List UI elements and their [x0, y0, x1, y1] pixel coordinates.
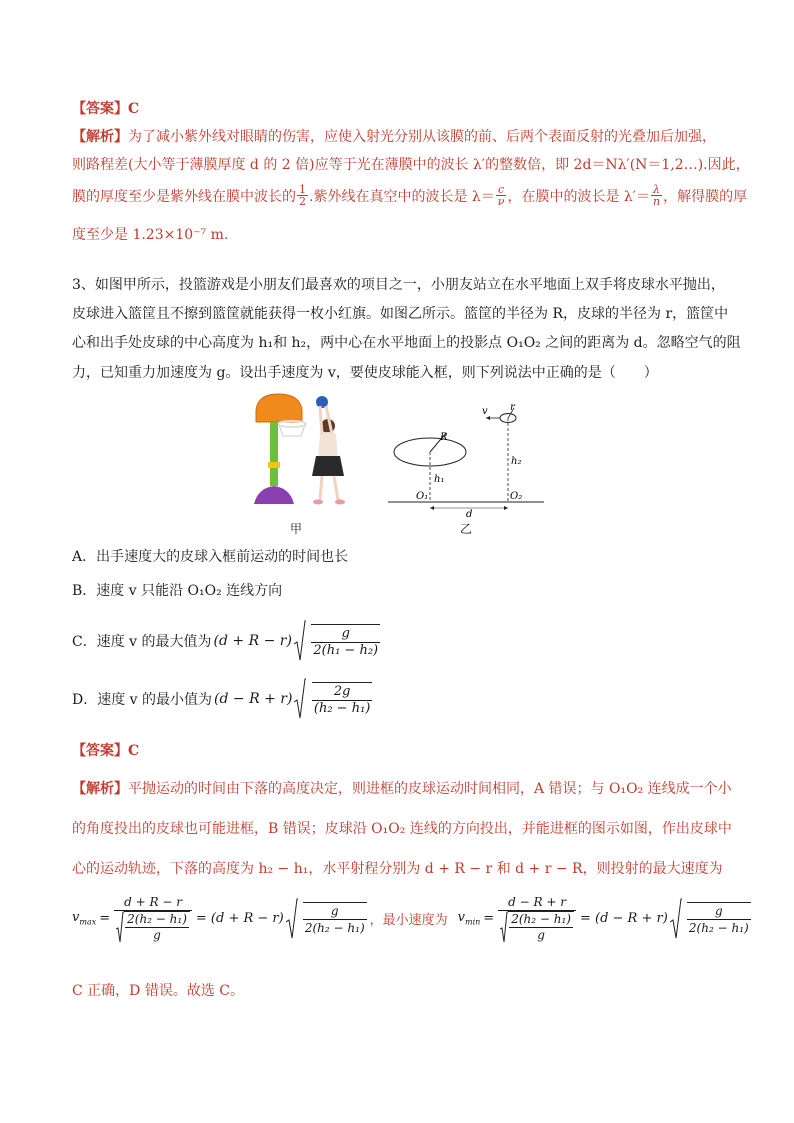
- label-O1: O₁: [416, 491, 429, 502]
- sqrt-sign: [294, 620, 306, 662]
- min-text: ，最小速度为: [369, 913, 448, 928]
- vmin-fraction: $\frac{d - R + r}{\frac{\text{2(h₂ − h₁)}}{g}}$: [498, 894, 576, 943]
- analysis-tag: 【解析】: [72, 129, 128, 145]
- vmax-symbol: $v_{max}$: [72, 910, 97, 927]
- child-top: [318, 432, 338, 458]
- velocity-formulas: [72, 894, 752, 943]
- sqrt-body: [508, 911, 574, 943]
- label-r: r: [510, 402, 515, 413]
- q3-stem-line1: 3、如图甲所示，投篮游戏是小朋友们最喜欢的项目之一，小朋友站立在水平地面上双手将皮球水平抛出，: [72, 277, 725, 293]
- analysis-text: 为了减小紫外线对眼睛的伤害，应使入射光分别从该膜的前、后两个表面反射的光叠加后加强，: [128, 129, 716, 145]
- child-shoe: [313, 500, 323, 505]
- sqrt-expression: [670, 898, 752, 940]
- sqrt-sign: [294, 678, 306, 720]
- analysis-text: ，解得膜的厚: [663, 188, 748, 205]
- answer-tag: 【答案】: [72, 101, 128, 117]
- sqrt-body: [124, 911, 190, 943]
- q2-analysis-line4: 度至少是 1.23×10⁻⁷ m.: [72, 227, 229, 243]
- analysis-text: ，在膜中的波长是 λ′＝: [507, 188, 650, 205]
- q3-analysis-line2: 的角度投出的皮球也可能进框，B 错误；皮球沿 O₁O₂ 连线的方向投出，并能进框的图示如图，作出皮球中: [72, 821, 732, 837]
- figure-jia-label: 甲: [290, 522, 303, 536]
- analysis-text: 膜的厚度至少是紫外线在膜中波长的: [72, 188, 296, 205]
- vmin-symbol: $v_{min}$: [457, 910, 481, 927]
- sqrt-fraction: $\frac{g}{\text{2(h₂ − h₁)}}$: [688, 903, 749, 935]
- option-d: [72, 678, 373, 720]
- label-d: d: [466, 509, 473, 518]
- label-O2: O₂: [510, 491, 523, 502]
- pole-band: [268, 462, 280, 468]
- analysis-tag: 【解析】: [72, 781, 128, 797]
- sqrt-expression: [286, 898, 368, 940]
- vmax-denominator: [114, 911, 192, 943]
- child-legs: [320, 476, 338, 500]
- vmin-expr: = (d − R + r): [579, 911, 668, 926]
- child-skirt: [312, 456, 344, 476]
- q3-stem-line4: 力，已知重力加速度为 g。设出手速度为 v，要使皮球能入框，则下列说法中正确的是（ ）: [72, 365, 658, 381]
- sqrt-fraction: $\frac{2g}{\text{(h₂ − h₁)}}$: [313, 683, 371, 716]
- option-text: C．速度 v 的最大值为: [72, 634, 212, 650]
- label-h2: h₂: [511, 456, 522, 467]
- fraction-lambda-over-n: $\frac{\lambda}{n}$: [652, 183, 661, 208]
- inner-fraction: $\frac{\text{2(h₂ − h₁)}}{g}$: [127, 912, 187, 942]
- option-b: B．速度 v 只能沿 O₁O₂ 连线方向: [72, 583, 283, 599]
- answer-value: C: [128, 743, 140, 759]
- analysis-text: .紫外线在真空中的波长是 λ＝: [309, 188, 495, 205]
- d-arrow-left: [430, 506, 434, 510]
- analysis-text: 平抛运动的时间由下落的高度决定，则进框的皮球运动时间相同，A 错误；与 O₁O₂ 连线成一个小: [128, 781, 732, 797]
- q2-answer: [72, 98, 139, 118]
- answer-tag: 【答案】: [72, 743, 128, 759]
- sqrt-expression: [294, 620, 381, 662]
- sqrt-sign: [286, 898, 298, 940]
- option-c: [72, 620, 381, 662]
- figure-jia-illustration: [248, 392, 356, 512]
- q2-analysis-line1: [72, 126, 716, 146]
- option-expr: (d + R − r): [213, 633, 292, 649]
- label-v: v: [482, 406, 488, 417]
- sqrt-expression: [294, 678, 373, 720]
- q2-analysis-line2: 则路程差(大小等于薄膜厚度 d 的 2 倍)应等于光在薄膜中的波长 λ′的整数倍，即 2d＝Nλ′(N＝1,2…).因此，: [72, 157, 750, 173]
- equals-sign: =: [483, 911, 495, 926]
- q3-stem-line3: 心和出手处皮球的中心高度为 h₁和 h₂，两中心在水平地面上的投影点 O₁O₂ 之间的距离为 d。忽略空气的阻: [72, 335, 741, 351]
- sqrt-fraction: $\frac{g}{\text{2(h₂ − h₁)}}$: [304, 903, 365, 935]
- label-h1: h₁: [434, 474, 445, 485]
- vmax-fraction: $\frac{d + R - r}{\frac{\text{2(h₂ − h₁)}}{g}}$: [114, 894, 192, 943]
- vmax-expr: = (d + R − r): [195, 911, 284, 926]
- figure-yi-label: 乙: [460, 522, 473, 536]
- sqrt-sign: [116, 911, 124, 943]
- hoop-base: [254, 486, 294, 504]
- equals-sign: =: [99, 911, 111, 926]
- fraction-c-over-v: $\frac{c}{\nu}$: [497, 183, 505, 208]
- q3-answer: [72, 740, 139, 760]
- child-shoe: [335, 500, 345, 505]
- q3-stem-line2: 皮球进入篮筐且不擦到篮筐就能获得一枚小红旗。如图乙所示。篮筐的半径为 R，皮球的半径为 r，篮筐中: [72, 306, 729, 322]
- d-arrow-right: [504, 506, 508, 510]
- option-text: D．速度 v 的最小值为: [72, 692, 213, 708]
- inner-fraction: $\frac{\text{2(h₂ − h₁)}}{g}$: [511, 912, 571, 942]
- hoop-pole: [270, 422, 278, 486]
- vmin-denominator: [498, 911, 576, 943]
- q2-analysis-line3: [72, 184, 747, 207]
- label-R: R: [440, 432, 448, 443]
- hoop-rim: [278, 421, 306, 427]
- q3-conclusion: C 正确，D 错误。故选 C。: [72, 983, 244, 999]
- sqrt-sign: [500, 911, 508, 943]
- backboard: [256, 394, 302, 422]
- sqrt-sign: [670, 898, 682, 940]
- option-expr: (d − R + r): [214, 691, 293, 707]
- sqrt-fraction: $\frac{g}{\text{2(h₁ − h₂)}}$: [313, 625, 379, 658]
- answer-value: C: [128, 101, 140, 117]
- q3-analysis-line1: [72, 778, 732, 798]
- option-a: A．出手速度大的皮球入框前运动的时间也长: [72, 549, 349, 565]
- figure-yi-diagram: [384, 402, 546, 518]
- fraction-half: $\frac{1}{2}$: [299, 183, 306, 208]
- q3-analysis-line3: 心的运动轨迹，下落的高度为 h₂ − h₁，水平射程分别为 d + R − r 和 d + r − R，则投射的最大速度为: [72, 861, 723, 877]
